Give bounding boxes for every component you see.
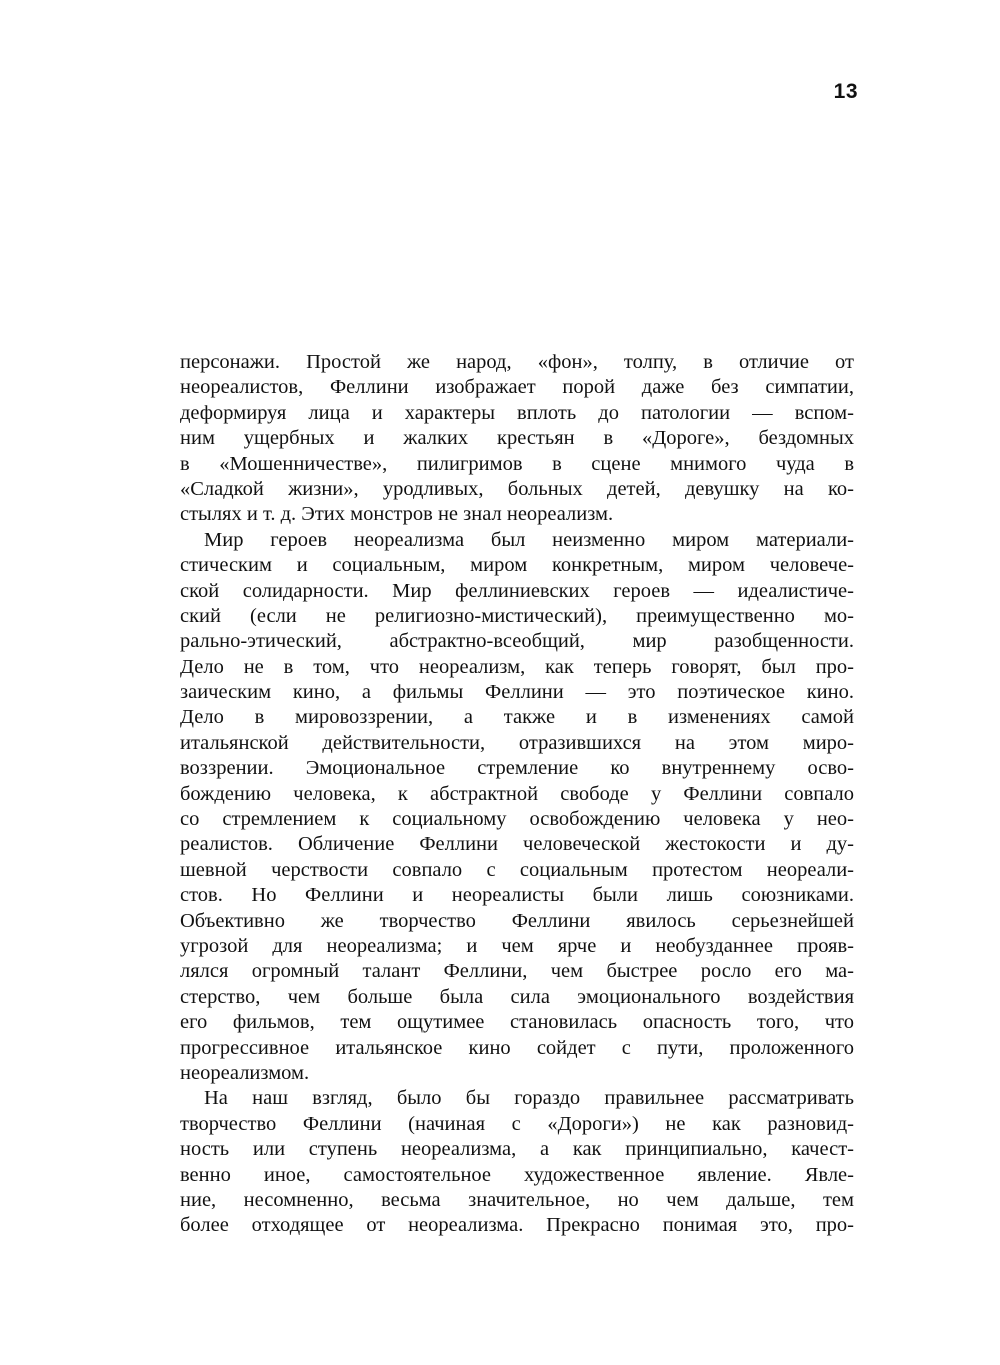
text-line: реалистов. Обличение Феллини человеческой жестокости и ду- xyxy=(180,833,854,856)
text-line: Дело не в том, что неореализм, как теперь говорят, был про- xyxy=(180,655,854,678)
text-line: в «Мошенничестве», пилигримов в сцене мнимого чуда в xyxy=(180,452,854,475)
text-line: ской солидарности. Мир феллиниевских героев — идеалистиче- xyxy=(180,579,854,602)
text-line: деформируя лица и характеры вплоть до патологии — вспом- xyxy=(180,401,854,424)
text-line: более отходящее от неореализма. Прекрасно понимая это, про- xyxy=(180,1214,854,1237)
text-line: ский (если не религиозно-мистический), преимущественно мо- xyxy=(180,604,854,627)
text-line: творчество Феллини (начиная с «Дороги») не как разновид- xyxy=(180,1112,854,1135)
text-line: шевной черствости совпало с социальным протестом неореали- xyxy=(180,858,854,881)
text-line: Объективно же творчество Феллини явилось серьезнейшей xyxy=(180,909,854,932)
text-line: заическим кино, а фильмы Феллини — это поэтическое кино. xyxy=(180,681,854,704)
text-line: со стремлением к социальному освобождению человека у нео- xyxy=(180,808,854,831)
text-line: На наш взгляд, было бы гораздо правильнее рассматривать xyxy=(204,1087,854,1110)
text-line: воззрении. Эмоциональное стремление ко внутреннему осво- xyxy=(180,757,854,780)
text-line: ним ущербных и жалких крестьян в «Дороге», бездомных xyxy=(180,427,854,450)
text-line: бождению человека, к абстрактной свободе у Феллини совпало xyxy=(180,782,854,805)
text-line: неореализмом. xyxy=(180,1061,310,1084)
text-line: персонажи. Простой же народ, «фон», толпу, в отличие от xyxy=(180,351,854,373)
text-line: «Сладкой жизни», уродливых, больных детей, девушку на ко- xyxy=(180,477,854,500)
text-line: стылях и т. д. Этих монстров не знал неореализм. xyxy=(180,503,614,526)
text-line: Мир героев неореализма был неизменно миром материали- xyxy=(204,528,854,551)
text-line: стическим и социальным, миром конкретным, миром человече- xyxy=(180,554,854,577)
body-text xyxy=(180,350,854,1239)
text-line: рально-этический, абстрактно-всеобщий, мир разобщенности. xyxy=(180,630,854,653)
text-line: Дело в мировоззрении, а также и в изменениях самой xyxy=(180,706,854,729)
text-line: неореалистов, Феллини изображает порой даже без симпатии, xyxy=(180,376,854,399)
text-line: стерство, чем больше была сила эмоционального воздействия xyxy=(180,985,854,1008)
text-line: итальянской действительности, отразившихся на этом миро- xyxy=(180,731,854,754)
text-line: прогрессивное итальянское кино сойдет с пути, проложенного xyxy=(180,1036,854,1059)
text-line: ние, несомненно, весьма значительное, но чем дальше, тем xyxy=(180,1188,854,1211)
text-line: стов. Но Феллини и неореалисты были лишь союзниками. xyxy=(180,884,854,907)
text-line: его фильмов, тем ощутимее становилась опасность того, что xyxy=(180,1011,854,1034)
text-line: ность или ступень неореализма, а как принципиально, качест- xyxy=(180,1138,854,1161)
text-line: угрозой для неореализма; и чем ярче и необузданнее прояв- xyxy=(180,934,854,957)
page-number: 13 xyxy=(833,80,858,103)
text-line: лялся огромный талант Феллини, чем быстрее росло его ма- xyxy=(180,960,854,983)
text-line: венно иное, самостоятельное художественное явление. Явле- xyxy=(180,1163,854,1186)
